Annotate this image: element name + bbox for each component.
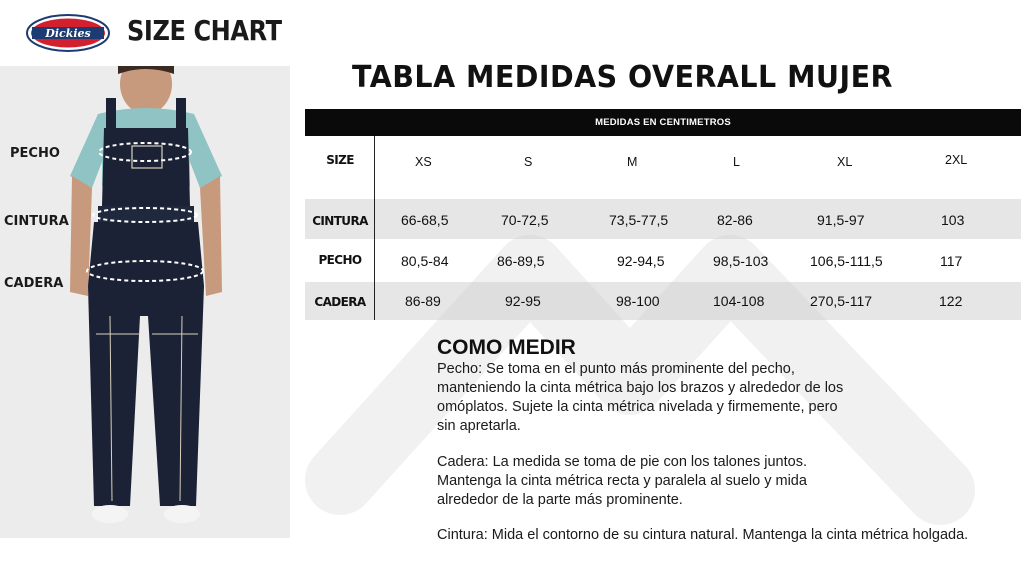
size-l: L bbox=[733, 155, 740, 169]
hip-instructions bbox=[437, 453, 857, 510]
table-cell: 98-100 bbox=[616, 293, 660, 309]
table-cell: 98,5-103 bbox=[713, 253, 769, 269]
table-cell: 82-86 bbox=[717, 212, 753, 228]
table-cell: 106,5-111,5 bbox=[810, 253, 883, 269]
waist-text: Mida el contorno de su cintura natural. Mantenga la cinta métrica holgada. bbox=[487, 527, 969, 543]
table-cell: 66-68,5 bbox=[401, 212, 449, 228]
table-cell: 86-89,5 bbox=[497, 253, 545, 269]
table-cell: 92-94,5 bbox=[617, 253, 665, 269]
size-m: M bbox=[627, 155, 638, 169]
chest-label: PECHO bbox=[10, 146, 60, 161]
size-2xl: 2XL bbox=[945, 153, 968, 167]
row-label-waist: CINTURA bbox=[312, 214, 368, 228]
logo-text: Dickies bbox=[45, 27, 91, 40]
hip-label: CADERA bbox=[4, 276, 64, 291]
table-header-bar: MEDIDAS EN CENTIMETROS bbox=[305, 109, 1021, 136]
table-cell: 117 bbox=[940, 253, 963, 269]
waist-term: Cintura: bbox=[437, 527, 488, 543]
table-cell: 92-95 bbox=[505, 293, 541, 309]
table-cell: 70-72,5 bbox=[501, 212, 549, 228]
waist-instructions bbox=[437, 526, 1024, 545]
size-chart-title: SIZE CHART bbox=[127, 14, 282, 47]
table-cell: 80,5-84 bbox=[401, 253, 449, 269]
how-to-title: COMO MEDIR bbox=[437, 336, 576, 359]
chest-term: Pecho: bbox=[437, 361, 483, 377]
row-label-chest: PECHO bbox=[318, 253, 362, 267]
table-row bbox=[305, 199, 1021, 239]
hip-text: La medida se toma de pie con los talones juntos. Mantenga la cinta métrica recta y paralela al suelo y mida alrededor de la parte más prominente. bbox=[437, 454, 807, 508]
chest-text: Se toma en el punto más prominente del pecho, manteniendo la cinta métrica bajo los brazos y alrededor de los omóplatos. Sujete la cinta métrica nivelada y firmemente, pero sin apretarla. bbox=[437, 361, 844, 434]
table-cell: 122 bbox=[939, 293, 963, 309]
size-s: S bbox=[524, 155, 533, 169]
size-header-row bbox=[305, 136, 1021, 196]
table-cell: 86-89 bbox=[405, 293, 441, 309]
table-cell: 91,5-97 bbox=[817, 212, 865, 228]
table-cell: 103 bbox=[941, 212, 965, 228]
table-row bbox=[305, 240, 1021, 280]
model-illustration bbox=[0, 66, 290, 538]
row-label-hip: CADERA bbox=[314, 295, 366, 309]
table-cell: 270,5-117 bbox=[810, 293, 873, 309]
size-xs: XS bbox=[415, 155, 432, 169]
size-label: SIZE bbox=[326, 153, 354, 167]
table-title: TABLA MEDIDAS OVERALL MUJER bbox=[352, 60, 893, 95]
model-photo bbox=[0, 66, 290, 538]
dickies-logo bbox=[26, 10, 110, 56]
table-cell: 104-108 bbox=[713, 293, 765, 309]
waist-label: CINTURA bbox=[4, 214, 69, 229]
hip-term: Cadera: bbox=[437, 454, 489, 470]
chest-instructions bbox=[437, 360, 857, 436]
table-cell: 73,5-77,5 bbox=[609, 212, 669, 228]
table-divider bbox=[374, 136, 375, 320]
size-xl: XL bbox=[837, 155, 853, 169]
table-row bbox=[305, 282, 1021, 320]
